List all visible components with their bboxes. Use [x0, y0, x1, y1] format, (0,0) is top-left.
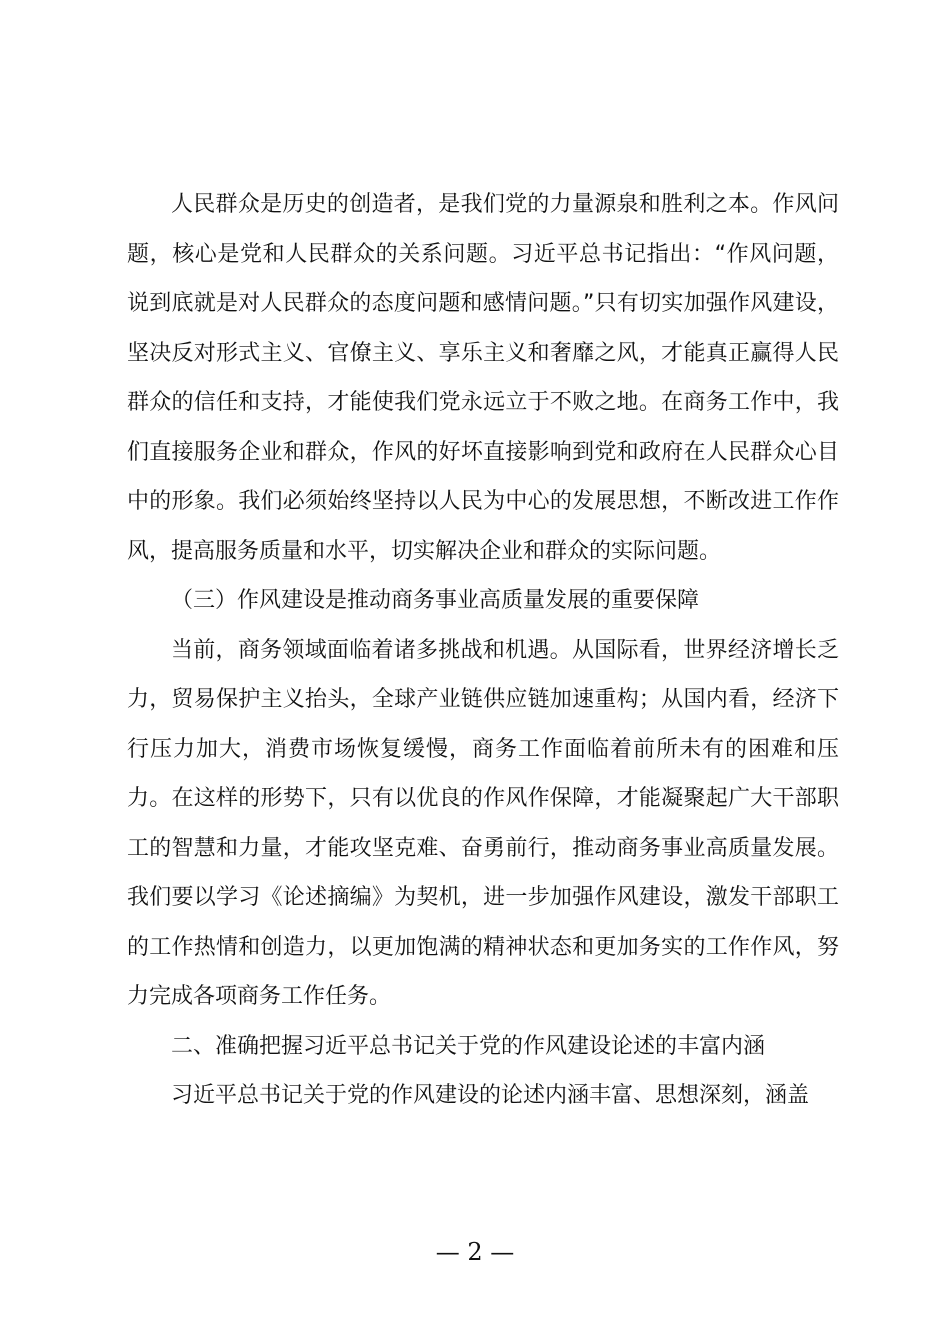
document-body [127, 180, 839, 1121]
page-number: — 2 — [435, 1238, 515, 1266]
paragraph-rich-connotation: 习近平总书记关于党的作风建设的论述内涵丰富、思想深刻，涵盖 [171, 1083, 810, 1108]
section-heading-2: 二、准确把握习近平总书记关于党的作风建设论述的丰富内涵 [171, 1033, 766, 1059]
paragraph-people-masses: 人民群众是历史的创造者，是我们党的力量源泉和胜利之本。作风问题，核心是党和人民群众的关系问题。习近平总书记指出：“作风问题，说到底就是对人民群众的态度问题和感情问题。”只有切实加强作风建设，坚决反对形式主义、官僚主义、享乐主义和奢靡之风，才能真正赢得人民群众的信任和支持，才能使我们党永远立于不败之地。在商务工作中，我们直接服务企业和群众，作风的好坏直接影响到党和政府在人民群众心目中的形象。我们必须始终坚持以人民为中心的发展思想，不断改进工作作风，提高服务质量和水平，切实解决企业和群众的实际问题。 [127, 192, 839, 564]
paragraph-commerce-challenges: 当前，商务领域面临着诸多挑战和机遇。从国际看，世界经济增长乏力，贸易保护主义抬头，全球产业链供应链加速重构；从国内看，经济下行压力加大，消费市场恢复缓慢，商务工作面临着前所未有的困难和压力。在这样的形势下，只有以优良的作风作保障，才能凝聚起广大干部职工的智慧和力量，才能攻坚克难、奋勇前行，推动商务事业高质量发展。我们要以学习《论述摘编》为契机，进一步加强作风建设，激发干部职工的工作热情和创造力，以更加饱满的精神状态和更加务实的工作作风，努力完成各项商务工作任务。 [127, 637, 839, 1009]
section-heading-3: （三）作风建设是推动商务事业高质量发展的重要保障 [171, 588, 700, 613]
